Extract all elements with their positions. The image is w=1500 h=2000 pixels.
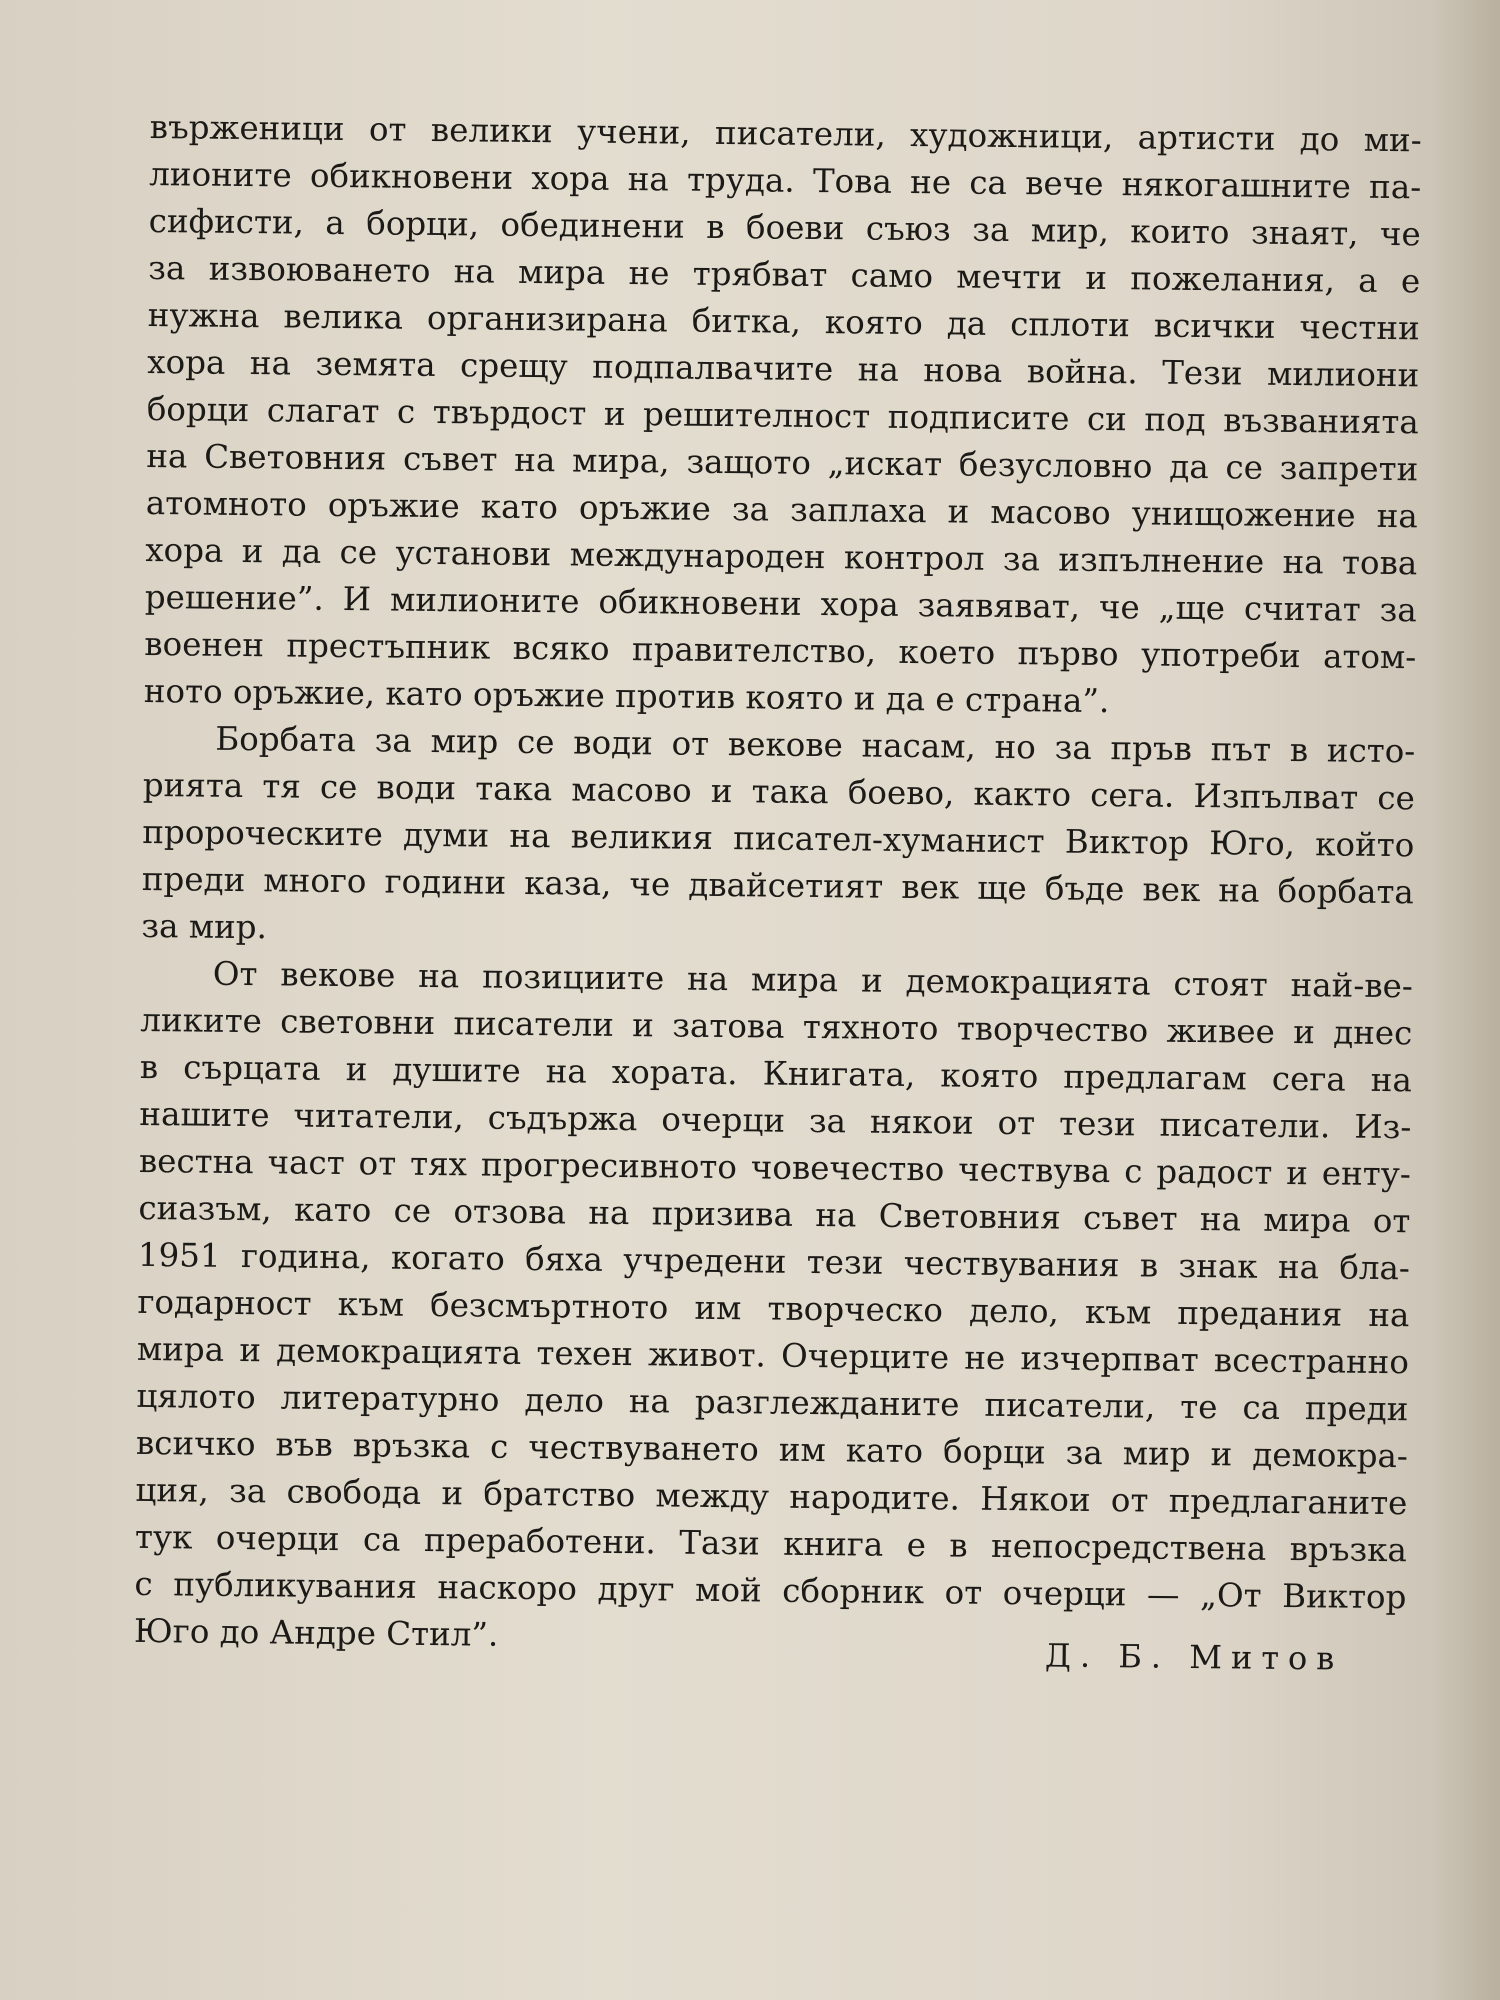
paragraph-2 [141, 715, 1415, 963]
text-line: хора и да се установи международен контрол за изпълнение на това [145, 530, 1418, 583]
text-line: годарност към безсмъртното им творческо дело, към предания на [137, 1282, 1410, 1335]
text-line: ното оръжие, като оръжие против която и да е страна”. [143, 671, 1110, 721]
text-line: военен престъпник всяко правителство, което първо употреби атом- [144, 624, 1417, 677]
text-line: рията тя се води така масово и така боево, както сега. Изпълват се [142, 765, 1415, 818]
text-line: борци слагат с твърдост и решителност подписите си под възванията [146, 389, 1419, 442]
text-line: вестна част от тях прогресивното човечество чествува с радост и енту- [138, 1141, 1412, 1194]
text-line: Борбата за мир се води от векове насам, но за пръв път в исто- [215, 719, 1416, 771]
text-line: на Световния съвет на мира, защото „искат безусловно да се запрети [146, 436, 1419, 489]
paragraph-1 [144, 104, 1422, 728]
text-line: ция, за свобода и братство между народите. Някои от предлаганите [135, 1470, 1408, 1523]
text-line: с публикувания наскоро друг мой сборник от очерци — „От Виктор [134, 1564, 1407, 1617]
text-line: преди много години каза, че двайсетият век ще бъде век на борбата [141, 859, 1415, 912]
text-line: хора на земята срещу подпалвачите на нова война. Тези милиони [147, 342, 1420, 395]
text-line: Юго до Андре Стил”. [133, 1611, 499, 1654]
text-line: в сърцата и душите на хората. Книгата, която предлагам сега на [139, 1047, 1413, 1100]
text-line: сиазъм, като се отзова на призива на Световния съвет на мира от [138, 1188, 1411, 1241]
text-line: атомното оръжие като оръжие за заплаха и масово унищожение на [145, 483, 1418, 536]
text-line: нашите читатели, съдържа очерци за някои от тези писатели. Из- [139, 1094, 1412, 1147]
text-line: всичко във връзка с чествуването им като борци за мир и демокра- [135, 1423, 1409, 1476]
body-text [134, 104, 1422, 1668]
text-line: лионите обикновени хора на труда. Това не са вече някогашните па- [149, 154, 1422, 207]
text-line: тук очерци са преработени. Тази книга е в непосредствена връзка [134, 1517, 1408, 1570]
text-line: 1951 година, когато бяха учредени тези чествувания в знак на бла- [137, 1235, 1411, 1288]
text-line: върженици от велики учени, писатели, художници, артисти до ми- [149, 107, 1422, 160]
author-signature: Д. Б. Митов [1044, 1636, 1344, 1678]
text-line: цялото литературно дело на разглежданите писатели, те са преди [136, 1376, 1409, 1429]
paragraph-3 [134, 950, 1413, 1668]
text-line: сифисти, а борци, обединени в боеви съюз за мир, които знаят, че [148, 201, 1421, 254]
text-line: за мир. [141, 906, 268, 947]
text-line: От векове на позициите на мира и демокрацията стоят най-ве- [212, 954, 1414, 1006]
text-line: ликите световни писатели и затова тяхното творчество живее и днес [140, 1000, 1413, 1053]
text-line: за извоюването на мира не трябват само мечти и пожелания, а е [148, 248, 1421, 301]
text-line: решение”. И милионите обикновени хора заявяват, че „ще считат за [144, 577, 1417, 630]
text-line: пророческите думи на великия писател-хуманист Виктор Юго, който [142, 812, 1415, 865]
text-line: нужна велика организирана битка, която да сплоти всички честни [147, 295, 1420, 348]
text-line: мира и демокрацията техен живот. Очерците не изчерпват всестранно [136, 1329, 1410, 1382]
